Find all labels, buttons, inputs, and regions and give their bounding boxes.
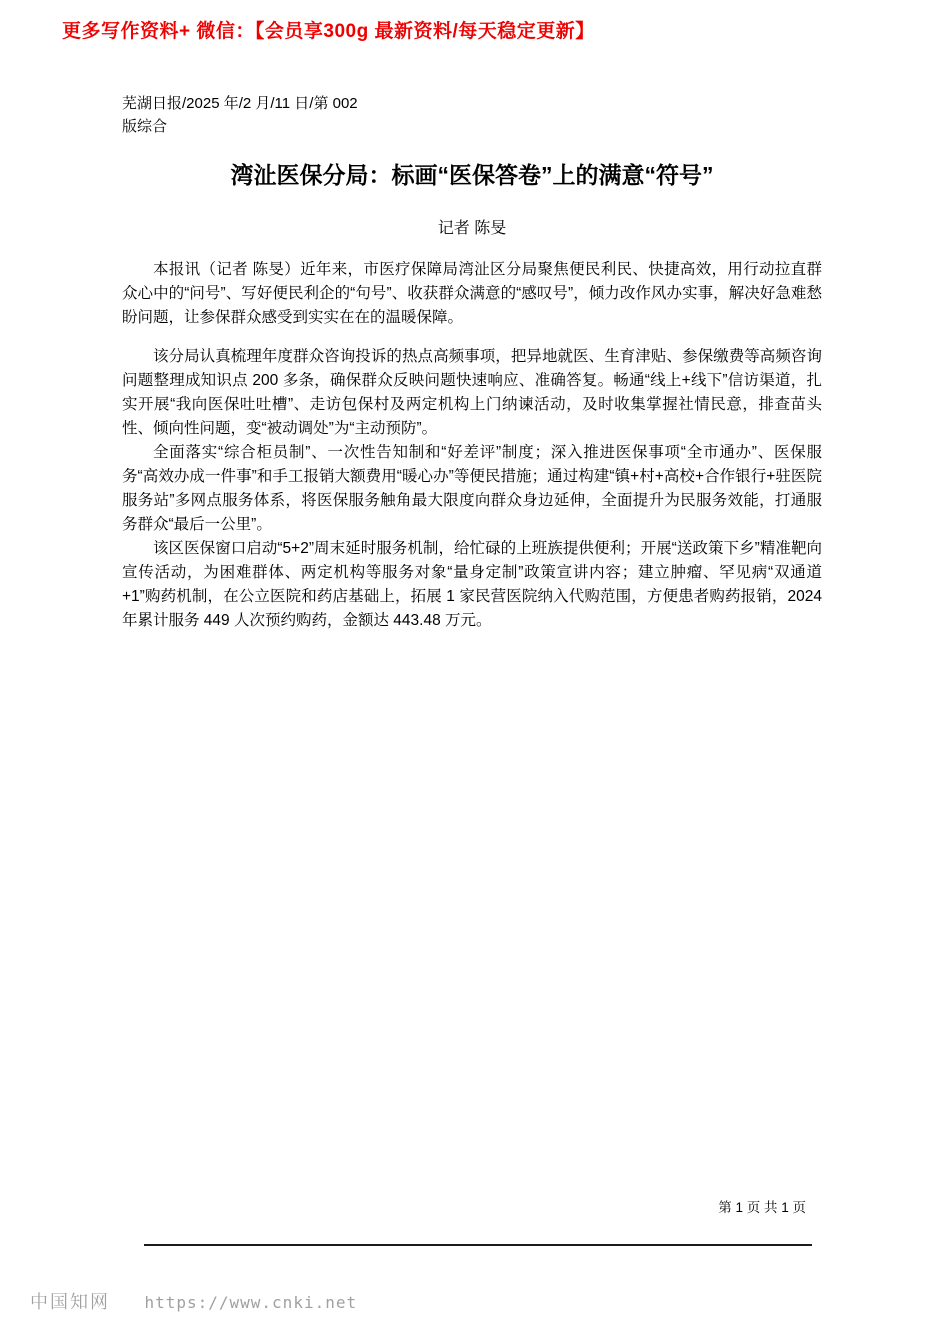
source-line-2: 版综合	[122, 118, 168, 135]
page-indicator: 第 1 页 共 1 页	[718, 1200, 806, 1215]
article-paragraph-3: 全面落实“综合柜员制”、一次性告知制和“好差评”制度；深入推进医保事项“全市通办”、医保服务“高效办成一件事”和手工报销大额费用“暖心办”等便民措施；通过构建“镇+村+高校+合作银行+驻医院服务站”多网点服务体系，将医保服务触角最大限度向群众身边延伸，全面提升为民服务效能，打通服务群众“最后一公里”。	[122, 444, 822, 533]
cnki-logo-text: 中国知网	[30, 1292, 110, 1312]
publication-source	[122, 92, 358, 138]
promo-banner: 更多写作资料+ 微信：【会员享300g 最新资料/每天稳定更新】	[62, 21, 595, 42]
footer-watermark	[30, 1288, 357, 1314]
article-byline: 记者 陈旻	[437, 220, 507, 237]
article-paragraph-1: 本报讯（记者 陈旻）近年来，市医疗保障局湾沚区分局聚焦便民利民、快捷高效，用行动拉直群众心中的“问号”、写好便民利企的“句号”、收获群众满意的“感叹号”，倾力改作风办实事，解决好急难愁盼问题，让参保群众感受到实实在在的温暖保障。	[122, 261, 822, 326]
article-paragraph-4: 该区医保窗口启动“5+2”周末延时服务机制，给忙碌的上班族提供便利；开展“送政策下乡”精准靶向宣传活动，为困难群体、两定机构等服务对象“量身定制”政策宣讲内容；建立肿瘤、罕见病“双通道+1”购药机制，在公立医院和药店基础上，拓展 1 家民营医院纳入代购范围，方便患者购药报销，2024 年累计服务 449 人次预约购药，金额达 443.48 万元。	[122, 540, 822, 629]
article-body	[122, 258, 822, 633]
article-paragraph-2: 该分局认真梳理年度群众咨询投诉的热点高频事项，把异地就医、生育津贴、参保缴费等高频咨询问题整理成知识点 200 多条，确保群众反映问题快速响应、准确答复。畅通“线上+线下”信访渠道，扎实开展“我向医保吐吐槽”、走访包保村及两定机构上门纳谏活动，及时收集掌握社情民意，排查苗头性、倾向性问题，变“被动调处”为“主动预防”。	[122, 348, 822, 437]
source-line-1: 芜湖日报/2025 年/2 月/11 日/第 002	[122, 95, 358, 112]
article-title: 湾沚医保分局：标画“医保答卷”上的满意“符号”	[230, 162, 714, 188]
cnki-site-url: https://www.cnki.net	[144, 1293, 358, 1312]
footer-divider	[144, 1244, 812, 1246]
